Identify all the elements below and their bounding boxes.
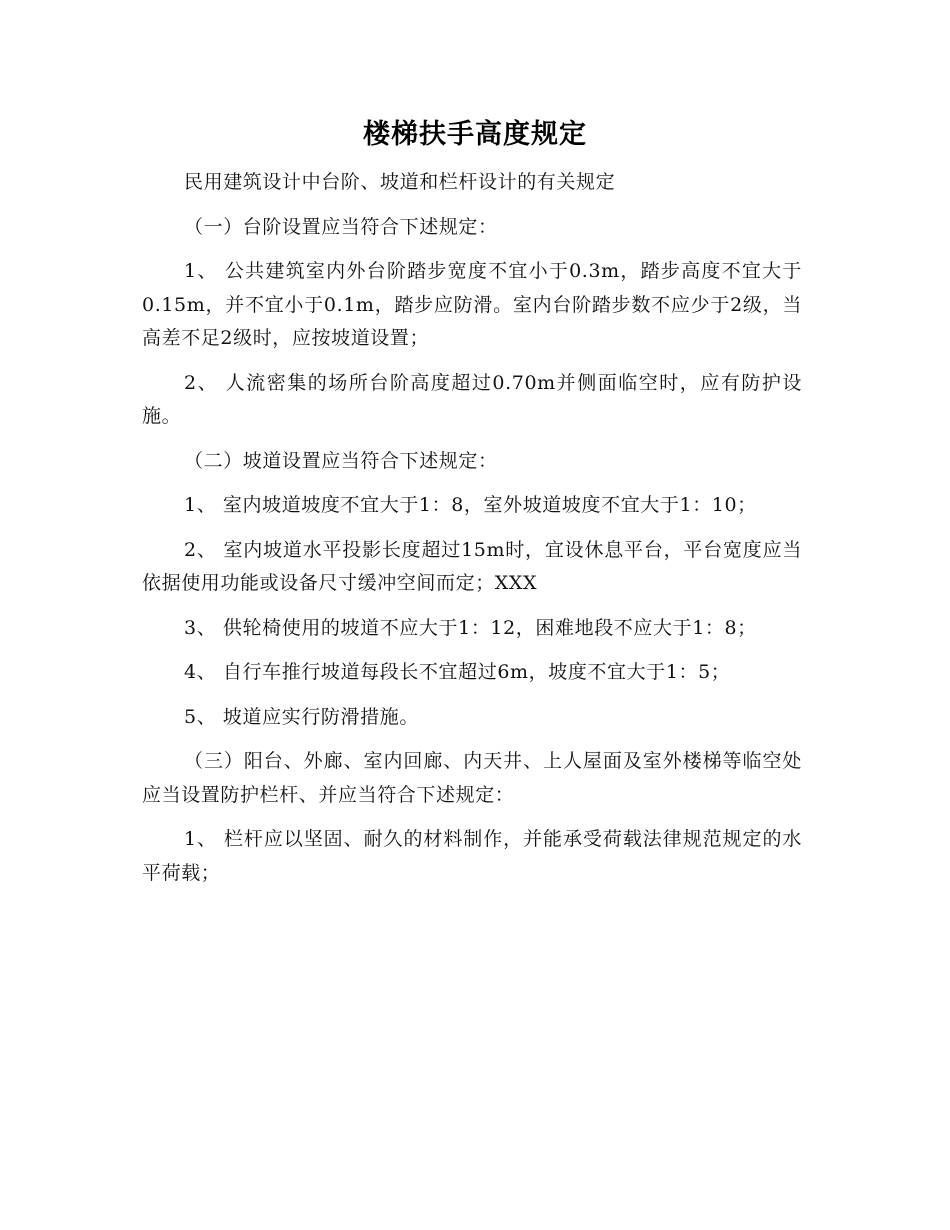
list-item: 4、 自行车推行坡道每段长不宜超过6m，坡度不宜大于1：5； — [184, 661, 731, 683]
intro-paragraph: 民用建筑设计中台阶、坡道和栏杆设计的有关规定 — [184, 171, 616, 193]
list-item: 1、 栏杆应以坚固、耐久的材料制作，并能承受荷载法律规范规定的水平荷载； — [142, 828, 802, 884]
document-title: 楼梯扶手高度规定 — [363, 119, 587, 150]
section-heading-ramps: （二）坡道设置应当符合下述规定： — [184, 449, 498, 472]
section-heading-steps: （一）台阶设置应当符合下述规定： — [184, 215, 498, 238]
section-heading-railings: （三）阳台、外廊、室内回廊、内天井、上人屋面及室外楼梯等临空处应当设置防护栏杆、并应当符合下述规定： — [142, 750, 802, 806]
list-item: 1、 公共建筑室内外台阶踏步宽度不宜小于0.3m，踏步高度不宜大于0.15m，并不宜小于0.1m，踏步应防滑。室内台阶踏步数不应少于2级，当高差不足2级时，应按坡道设置； — [142, 260, 802, 349]
document-body — [142, 166, 802, 901]
list-item: 3、 供轮椅使用的坡道不应大于1：12，困难地段不应大于1：8； — [184, 616, 757, 639]
list-item: 2、 室内坡道水平投影长度超过15m时，宜设休息平台，平台宽度应当依据使用功能或设备尺寸缓冲空间而定；XXX — [142, 538, 802, 594]
list-item: 1、 室内坡道坡度不宜大于1：8，室外坡道坡度不宜大于1：10； — [184, 494, 757, 516]
list-item: 2、 人流密集的场所台阶高度超过0.70m并侧面临空时，应有防护设施。 — [142, 371, 802, 427]
list-item: 5、 坡道应实行防滑措施。 — [184, 705, 419, 728]
